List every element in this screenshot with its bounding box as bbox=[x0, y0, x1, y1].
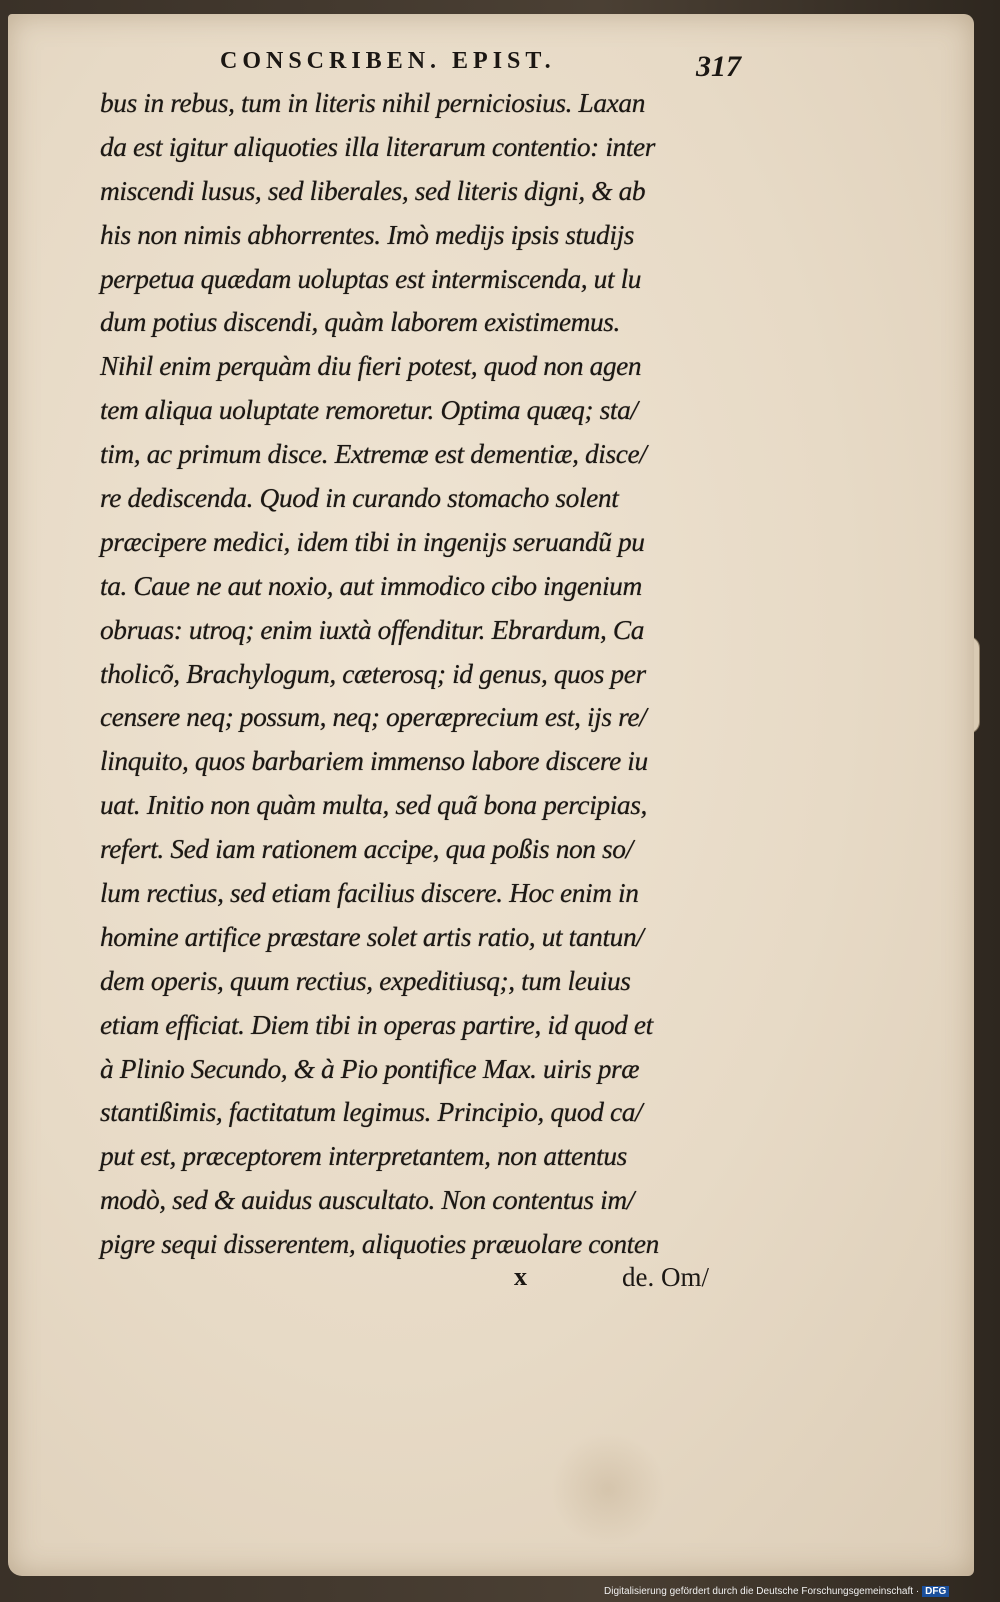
text-line: Nihil enim perquàm diu fieri potest, quod non agen bbox=[100, 351, 642, 382]
catchword: de. Om/ bbox=[622, 1262, 709, 1292]
text-line: perpetua quædam uoluptas est intermiscenda, ut lu bbox=[100, 263, 642, 294]
dfg-logo: DFG bbox=[922, 1586, 949, 1597]
text-line: præcipere medici, idem tibi in ingenijs seruandũ pu bbox=[100, 526, 645, 557]
text-line: modò, sed & auidus auscultato. Non contentus im/ bbox=[100, 1185, 634, 1216]
text-line: bus in rebus, tum in literis nihil perniciosius. Laxan bbox=[100, 88, 645, 118]
text-line: miscendi lusus, sed liberales, sed literis digni, & ab bbox=[100, 175, 646, 206]
text-line: tim, ac primum disce. Extremæ est dementiæ, disce/ bbox=[100, 439, 647, 470]
text-line: tholicõ, Brachylogum, cæterosq; id genus, quos per bbox=[100, 658, 646, 689]
text-line: lum rectius, sed etiam facilius discere. Hoc enim in bbox=[100, 878, 639, 909]
text-line: dem operis, quum rectius, expeditiusq;, tum leuius bbox=[100, 965, 631, 996]
text-line: linquito, quos barbariem immenso labore discere iu bbox=[100, 746, 648, 777]
text-line: à Plinio Secundo, & à Pio pontifice Max. uiris præ bbox=[100, 1053, 640, 1084]
text-line: his non nimis abhorrentes. Imò medijs ipsis studijs bbox=[100, 219, 635, 250]
text-line: homine artifice præstare solet artis ratio, ut tantun/ bbox=[100, 921, 644, 952]
text-line: put est, præceptorem interpretantem, non attentus bbox=[100, 1141, 627, 1172]
text-line: ta. Caue ne aut noxio, aut immodico cibo ingenium bbox=[100, 570, 642, 601]
text-line: censere neq; possum, neq; operæprecium est, ijs re/ bbox=[100, 702, 647, 733]
text-line: da est igitur aliquoties illa literarum contentio: inter bbox=[100, 131, 656, 162]
text-line: pigre sequi disserentem, aliquoties præuolare conten bbox=[100, 1229, 659, 1260]
page-number: 317 bbox=[696, 50, 741, 83]
text-line: dum potius discendi, quàm laborem existimemus. bbox=[100, 307, 620, 338]
running-head: CONSCRIBEN. EPIST. bbox=[220, 48, 556, 74]
text-line: refert. Sed iam rationem accipe, qua poßis non so/ bbox=[100, 834, 633, 865]
catch-row bbox=[100, 1262, 740, 1302]
text-line: stantißimis, factitatum legimus. Principio, quod ca/ bbox=[100, 1097, 643, 1128]
text-line: uat. Initio non quàm multa, sed quã bona percipias, bbox=[100, 790, 647, 821]
text-block bbox=[100, 82, 750, 1267]
signature-mark: x bbox=[514, 1262, 527, 1291]
text-line: tem aliqua uoluptate remoretur. Optima quæq; sta/ bbox=[100, 395, 638, 426]
credit-text: Digitalisierung gefördert durch die Deutsche Forschungsgemeinschaft · bbox=[604, 1586, 920, 1597]
text-line: etiam efficiat. Diem tibi in operas partire, id quod et bbox=[100, 1009, 653, 1040]
digitization-credit bbox=[604, 1586, 949, 1597]
text-line: obruas: utroq; enim iuxtà offenditur. Ebrardum, Ca bbox=[100, 614, 645, 645]
paper-stain bbox=[548, 1434, 668, 1544]
text-line: re dediscenda. Quod in curando stomacho solent bbox=[100, 483, 619, 514]
